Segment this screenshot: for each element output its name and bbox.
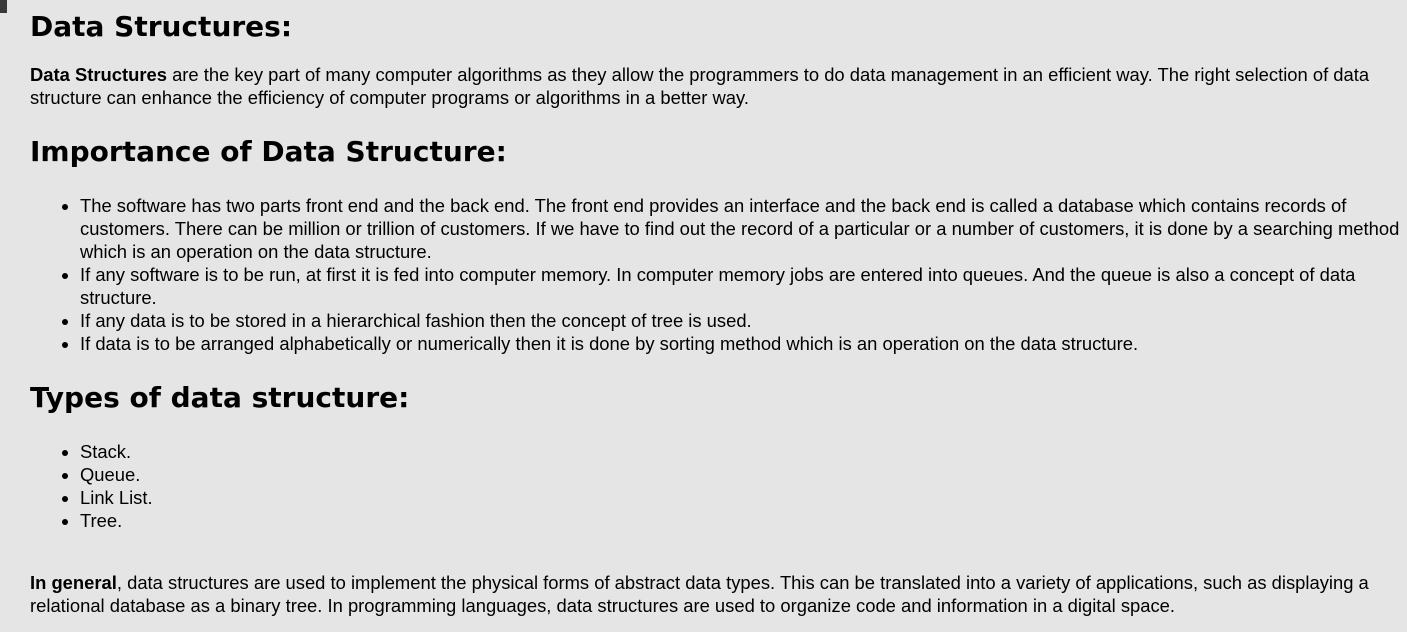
general-bold-term: In general bbox=[30, 572, 117, 593]
window-corner-marker bbox=[0, 0, 7, 13]
importance-list bbox=[30, 194, 1407, 355]
list-item: • Link List. bbox=[80, 486, 680, 509]
list-item: • Queue. bbox=[80, 463, 680, 486]
list-item: • Stack. bbox=[80, 440, 680, 463]
heading-types: Types of data structure: bbox=[30, 381, 410, 414]
intro-bold-term: Data Structures bbox=[30, 64, 167, 85]
list-item: • If data is to be arranged alphabetically or numerically then it is done by sorting method which is an operation on the data structure. bbox=[80, 332, 1407, 355]
general-paragraph bbox=[30, 571, 1400, 617]
intro-text: are the key part of many computer algorithms as they allow the programmers to do data management in an efficient way. The right selection of data structure can enhance the efficiency of computer programs or algorithms in a better way. bbox=[30, 64, 1370, 108]
list-item: • The software has two parts front end and the back end. The front end provides an interface and the back end is called a database which contains records of customers. There can be million or trillion of customers. If we have to find out the record of a particular or a number of customers, it is done by a searching method which is an operation on the data structure. bbox=[80, 194, 1407, 263]
list-item: • Tree. bbox=[80, 509, 680, 532]
list-item: • If any data is to be stored in a hierarchical fashion then the concept of tree is used. bbox=[80, 309, 1407, 332]
list-item: • If any software is to be run, at first it is fed into computer memory. In computer memory jobs are entered into queues. And the queue is also a concept of data structure. bbox=[80, 263, 1407, 309]
heading-data-structures: Data Structures: bbox=[30, 10, 293, 43]
heading-importance: Importance of Data Structure: bbox=[30, 135, 507, 168]
types-list bbox=[30, 440, 680, 532]
general-text: , data structures are used to implement the physical forms of abstract data types. This can be translated into a variety of applications, such as displaying a relational database as a binary tree. In programming languages, data structures are used to organize code and information in a digital space. bbox=[30, 572, 1369, 616]
intro-paragraph bbox=[30, 63, 1390, 109]
